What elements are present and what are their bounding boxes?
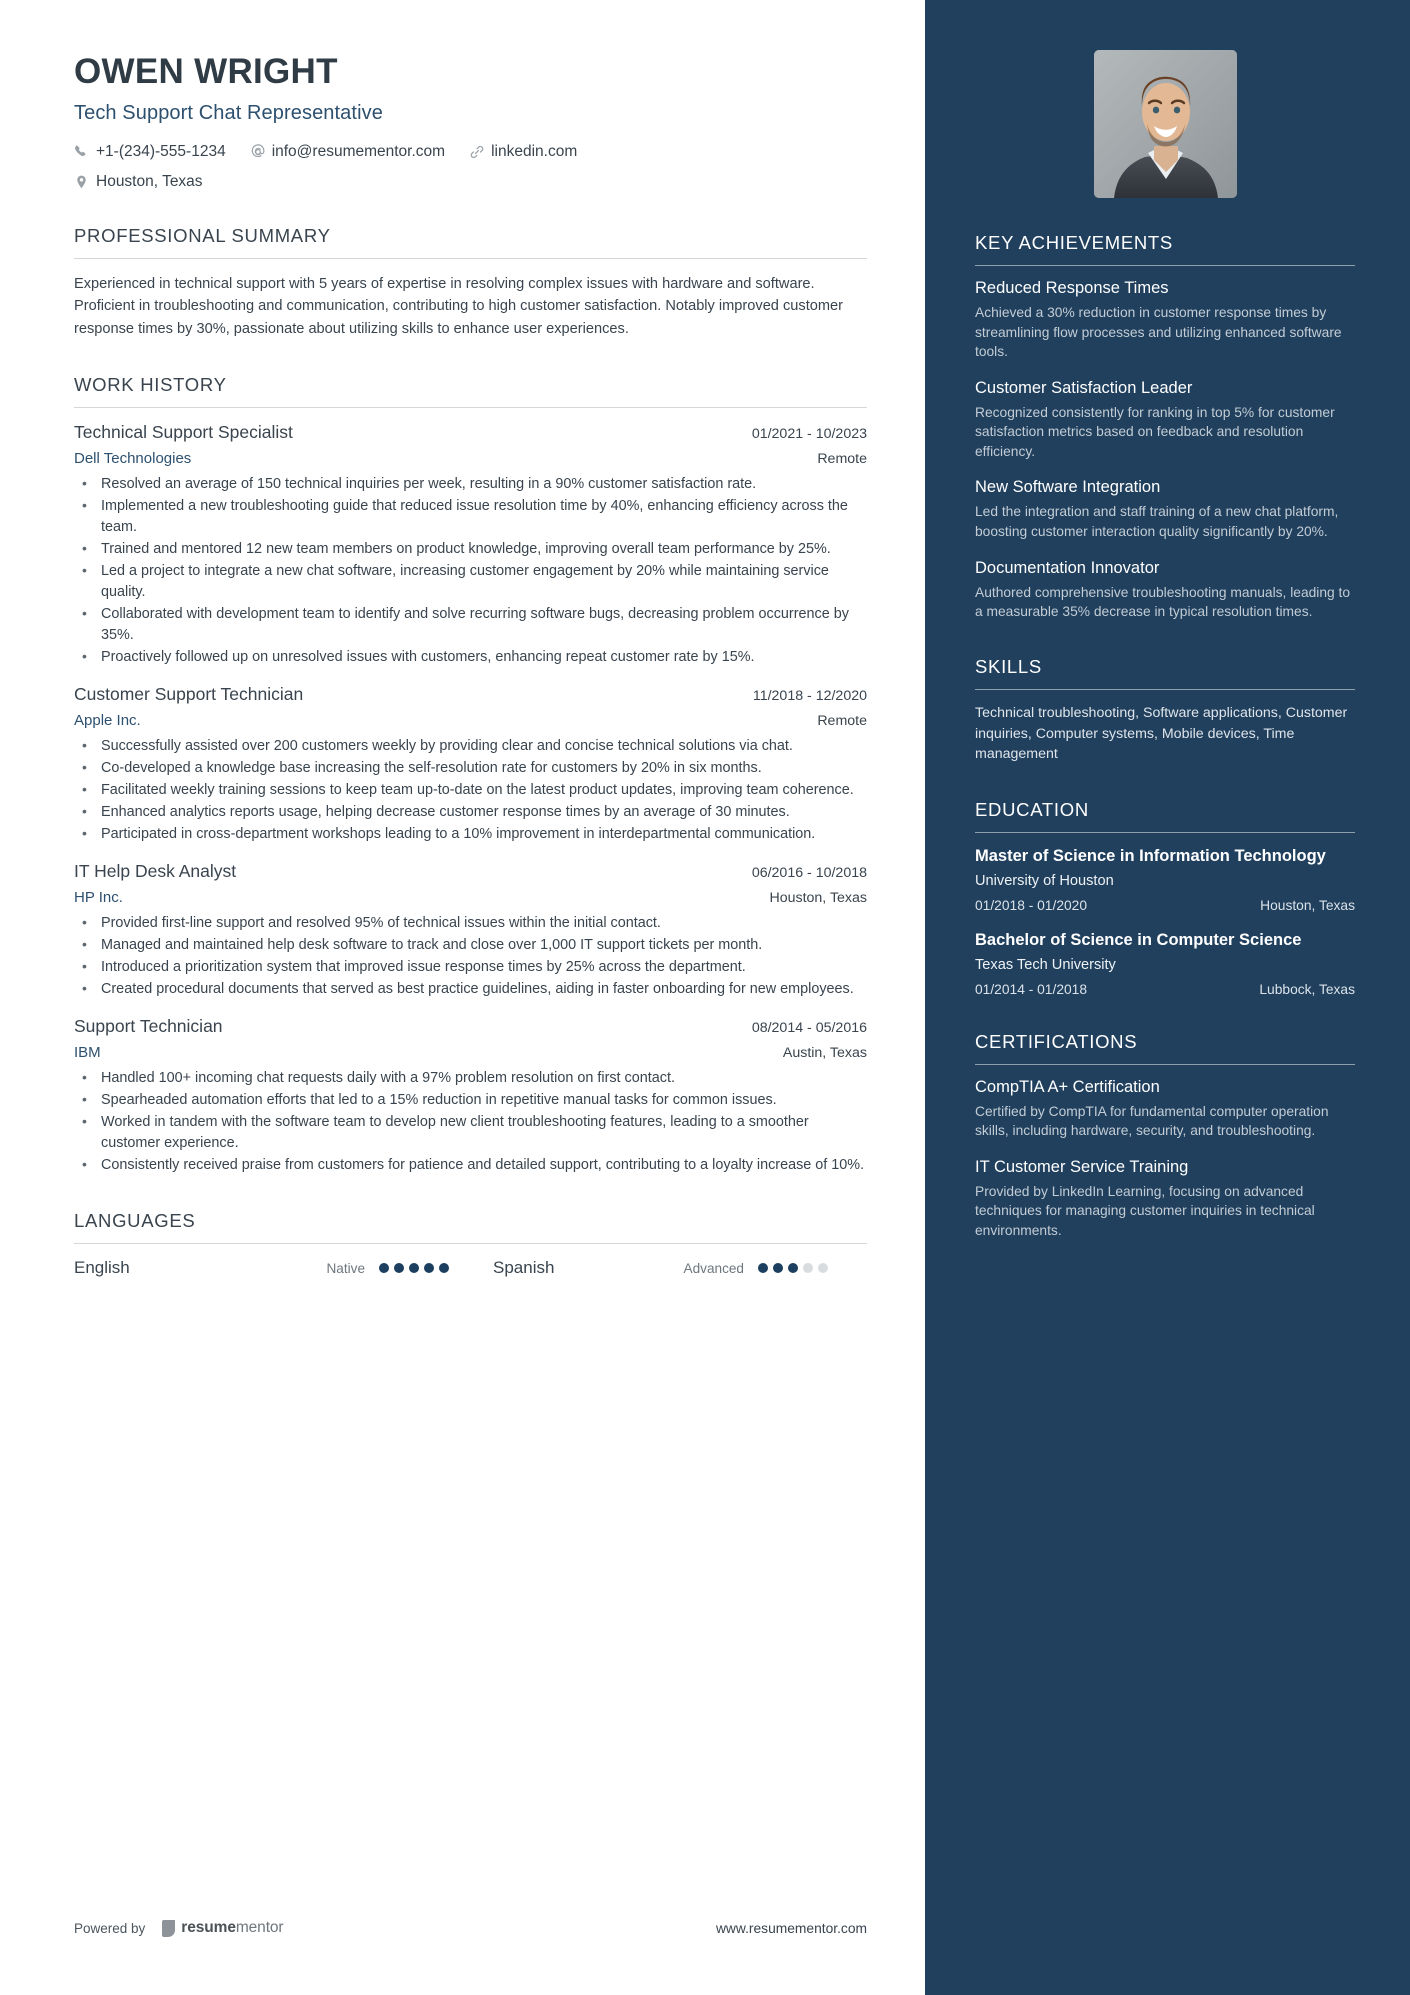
education-school: University of Houston	[975, 872, 1114, 889]
education-location: Houston, Texas	[1260, 897, 1355, 913]
contact-linkedin-text: linkedin.com	[491, 143, 578, 161]
work-item	[74, 684, 867, 845]
certifications-heading: CERTIFICATIONS	[975, 1030, 1138, 1052]
summary-heading: PROFESSIONAL SUMMARY	[74, 225, 331, 247]
work-item	[74, 1016, 867, 1176]
list-item: • Managed and maintained help desk software to track and close over 1,000 IT support tickets per month.	[74, 935, 867, 956]
achievement-desc: Authored comprehensive troubleshooting manuals, leading to a measurable 35% decrease in typical resolution times.	[975, 584, 1351, 620]
section-certifications	[975, 1031, 1355, 1241]
job-company: HP Inc.	[74, 889, 123, 907]
list-item: • Led a project to integrate a new chat software, increasing customer engagement by 20% while maintaining service quality.	[74, 561, 867, 603]
list-item: • Participated in cross-department workshops leading to a 10% improvement in interdepartmental communication.	[74, 824, 867, 845]
section-languages	[74, 1210, 867, 1278]
brand-text-light: mentor	[235, 1919, 284, 1936]
list-item: • Provided first-line support and resolved 95% of technical issues within the initial contact.	[74, 913, 867, 934]
achievement-title: Customer Satisfaction Leader	[975, 378, 1193, 397]
list-item: • Implemented a new troubleshooting guide that reduced issue resolution time by 40%, enhancing efficiency across the team.	[74, 496, 867, 538]
job-location: Houston, Texas	[769, 890, 867, 907]
achievements-heading: KEY ACHIEVEMENTS	[975, 232, 1173, 253]
section-work-history	[74, 374, 867, 1177]
section-education	[975, 799, 1355, 997]
achievement-item	[975, 559, 1355, 622]
language-level: Advanced	[683, 1260, 744, 1276]
brand-text	[181, 1919, 283, 1937]
job-dates: 06/2016 - 10/2018	[751, 865, 867, 882]
job-title: Customer Support Technician	[74, 683, 304, 704]
job-company: Apple Inc.	[74, 711, 141, 729]
education-degree: Master of Science in Information Technology	[975, 846, 1326, 865]
footer	[74, 1919, 867, 1937]
language-level: Native	[326, 1260, 365, 1276]
job-dates: 11/2018 - 12/2020	[752, 687, 867, 704]
section-professional-summary	[74, 225, 867, 340]
education-degree: Bachelor of Science in Computer Science	[975, 930, 1302, 949]
job-company: IBM	[74, 1044, 101, 1062]
avatar-image	[1094, 50, 1237, 198]
divider	[975, 1064, 1355, 1065]
contact-list	[74, 143, 867, 191]
certification-desc: Certified by CompTIA for fundamental computer operation skills, including hardware, security, and troubleshooting.	[975, 1103, 1329, 1139]
list-item: • Introduced a prioritization system that improved issue response times by 25% across the department.	[74, 957, 867, 978]
language-rating-dots	[379, 1263, 449, 1273]
certification-title: IT Customer Service Training	[975, 1157, 1189, 1176]
job-company: Dell Technologies	[74, 449, 192, 467]
job-location: Remote	[817, 712, 867, 729]
list-item: • Resolved an average of 150 technical inquiries per week, resulting in a 90% customer satisfaction rate.	[74, 474, 867, 495]
job-bullets	[74, 1068, 867, 1176]
achievement-desc: Achieved a 30% reduction in customer response times by streamlining flow processes and utilizing enhanced software tools.	[975, 305, 1342, 360]
list-item: • Trained and mentored 12 new team members on product knowledge, improving overall team performance by 25%.	[74, 539, 867, 560]
skills-text: Technical troubleshooting, Software applications, Customer inquiries, Computer systems, Mobile devices, Time management	[975, 704, 1348, 763]
job-bullets	[74, 913, 867, 1000]
contact-phone[interactable]	[74, 143, 226, 161]
divider	[975, 689, 1355, 690]
language-item-english	[74, 1258, 449, 1278]
achievement-title: New Software Integration	[975, 478, 1161, 497]
work-history-heading: WORK HISTORY	[74, 373, 227, 395]
powered-by	[74, 1919, 284, 1937]
contact-location-text: Houston, Texas	[96, 173, 203, 191]
divider	[975, 265, 1355, 266]
page-title	[74, 52, 867, 125]
achievement-item	[975, 279, 1355, 362]
work-item	[74, 861, 867, 1000]
brand-text-bold: resume	[181, 1919, 236, 1936]
footer-site-url[interactable]: www.resumementor.com	[715, 1920, 867, 1936]
language-rating-dots	[758, 1263, 828, 1273]
list-item: • Proactively followed up on unresolved issues with customers, enhancing repeat customer rate by 15%.	[74, 647, 867, 668]
achievement-title: Reduced Response Times	[975, 279, 1169, 297]
job-location: Austin, Texas	[782, 1045, 867, 1062]
divider	[975, 832, 1355, 833]
contact-email[interactable]	[250, 143, 445, 161]
avatar-wrap	[975, 0, 1355, 198]
section-key-achievements	[975, 232, 1355, 622]
candidate-name: OWEN WRIGHT	[74, 52, 338, 91]
contact-linkedin[interactable]	[469, 143, 577, 161]
candidate-role: Tech Support Chat Representative	[74, 102, 383, 125]
education-dates: 01/2018 - 01/2020	[975, 897, 1088, 913]
link-icon	[469, 144, 484, 160]
list-item: • Successfully assisted over 200 customers weekly by providing clear and concise technical solutions via chat.	[74, 736, 867, 757]
list-item: • Created procedural documents that served as best practice guidelines, aiding in faster onboarding for new employees.	[74, 979, 867, 1000]
certification-title: CompTIA A+ Certification	[975, 1077, 1160, 1096]
education-dates: 01/2014 - 01/2018	[975, 981, 1088, 997]
divider	[74, 407, 867, 408]
sidebar	[925, 0, 1410, 1995]
list-item: • Spearheaded automation efforts that led to a 15% reduction in repetitive manual tasks for common issues.	[74, 1090, 867, 1111]
language-item-spanish	[493, 1258, 828, 1278]
education-school: Texas Tech University	[975, 956, 1116, 973]
education-location: Lubbock, Texas	[1259, 981, 1355, 997]
contact-location	[74, 173, 203, 191]
avatar	[1094, 50, 1237, 198]
work-item	[74, 422, 867, 668]
divider	[74, 1243, 867, 1244]
resumementor-logo	[162, 1919, 283, 1937]
achievement-desc: Recognized consistently for ranking in top 5% for customer satisfaction metrics based on feedback and resolution efficiency.	[975, 404, 1335, 459]
contact-phone-text: +1-(234)-555-1234	[96, 143, 226, 161]
section-skills	[975, 656, 1355, 765]
list-item: • Facilitated weekly training sessions to keep team up-to-date on the latest product updates, improving team coherence.	[74, 780, 867, 801]
phone-icon	[74, 144, 89, 160]
powered-by-label: Powered by	[74, 1920, 146, 1936]
email-icon	[250, 144, 265, 160]
job-location: Remote	[817, 450, 867, 467]
list-item: • Consistently received praise from customers for patience and detailed support, contributing to a loyalty increase of 10%.	[74, 1155, 867, 1176]
certification-item	[975, 1078, 1355, 1141]
location-icon	[74, 174, 89, 190]
skills-heading: SKILLS	[975, 655, 1042, 677]
languages-row	[74, 1258, 867, 1278]
summary-text: Experienced in technical support with 5 years of expertise in resolving complex issues with hardware and software. Proficient in troubleshooting and communication, contributing to high customer satisfaction. Notably improved customer response times by 30%, passionate about utilizing skills to enhance user experiences.	[74, 276, 843, 337]
job-title: IT Help Desk Analyst	[74, 861, 237, 882]
brand-mark-icon	[162, 1920, 175, 1937]
language-name: Spanish	[493, 1258, 555, 1278]
contact-email-text: info@resumementor.com	[271, 143, 446, 161]
achievement-item	[975, 478, 1355, 541]
list-item: • Collaborated with development team to identify and solve recurring software bugs, decreasing problem occurrence by 35%.	[74, 604, 867, 646]
job-bullets	[74, 474, 867, 668]
achievement-desc: Led the integration and staff training of a new chat platform, boosting customer interaction quality significantly by 20%.	[975, 504, 1339, 540]
job-title: Support Technician	[74, 1016, 223, 1037]
languages-heading: LANGUAGES	[74, 1210, 196, 1232]
language-name: English	[74, 1258, 130, 1278]
job-dates: 01/2021 - 10/2023	[751, 425, 867, 442]
certification-desc: Provided by LinkedIn Learning, focusing on advanced techniques for managing customer inquiries in technical environments.	[975, 1183, 1315, 1238]
achievement-item	[975, 379, 1355, 462]
list-item: • Co-developed a knowledge base increasing the self-resolution rate for customers by 20% in six months.	[74, 758, 867, 779]
job-dates: 08/2014 - 05/2016	[751, 1020, 867, 1037]
education-heading: EDUCATION	[975, 798, 1089, 820]
achievement-title: Documentation Innovator	[975, 558, 1160, 577]
divider	[74, 258, 867, 259]
job-bullets	[74, 736, 867, 845]
education-item	[975, 930, 1355, 997]
list-item: • Worked in tandem with the software team to develop new client troubleshooting features, leading to a smoother customer experience.	[74, 1112, 867, 1154]
certification-item	[975, 1158, 1355, 1241]
list-item: • Enhanced analytics reports usage, helping decrease customer response times by an average of 30 minutes.	[74, 802, 867, 823]
job-title: Technical Support Specialist	[74, 421, 293, 442]
list-item: • Handled 100+ incoming chat requests daily with a 97% problem resolution on first contact.	[74, 1068, 867, 1089]
education-item	[975, 846, 1355, 913]
